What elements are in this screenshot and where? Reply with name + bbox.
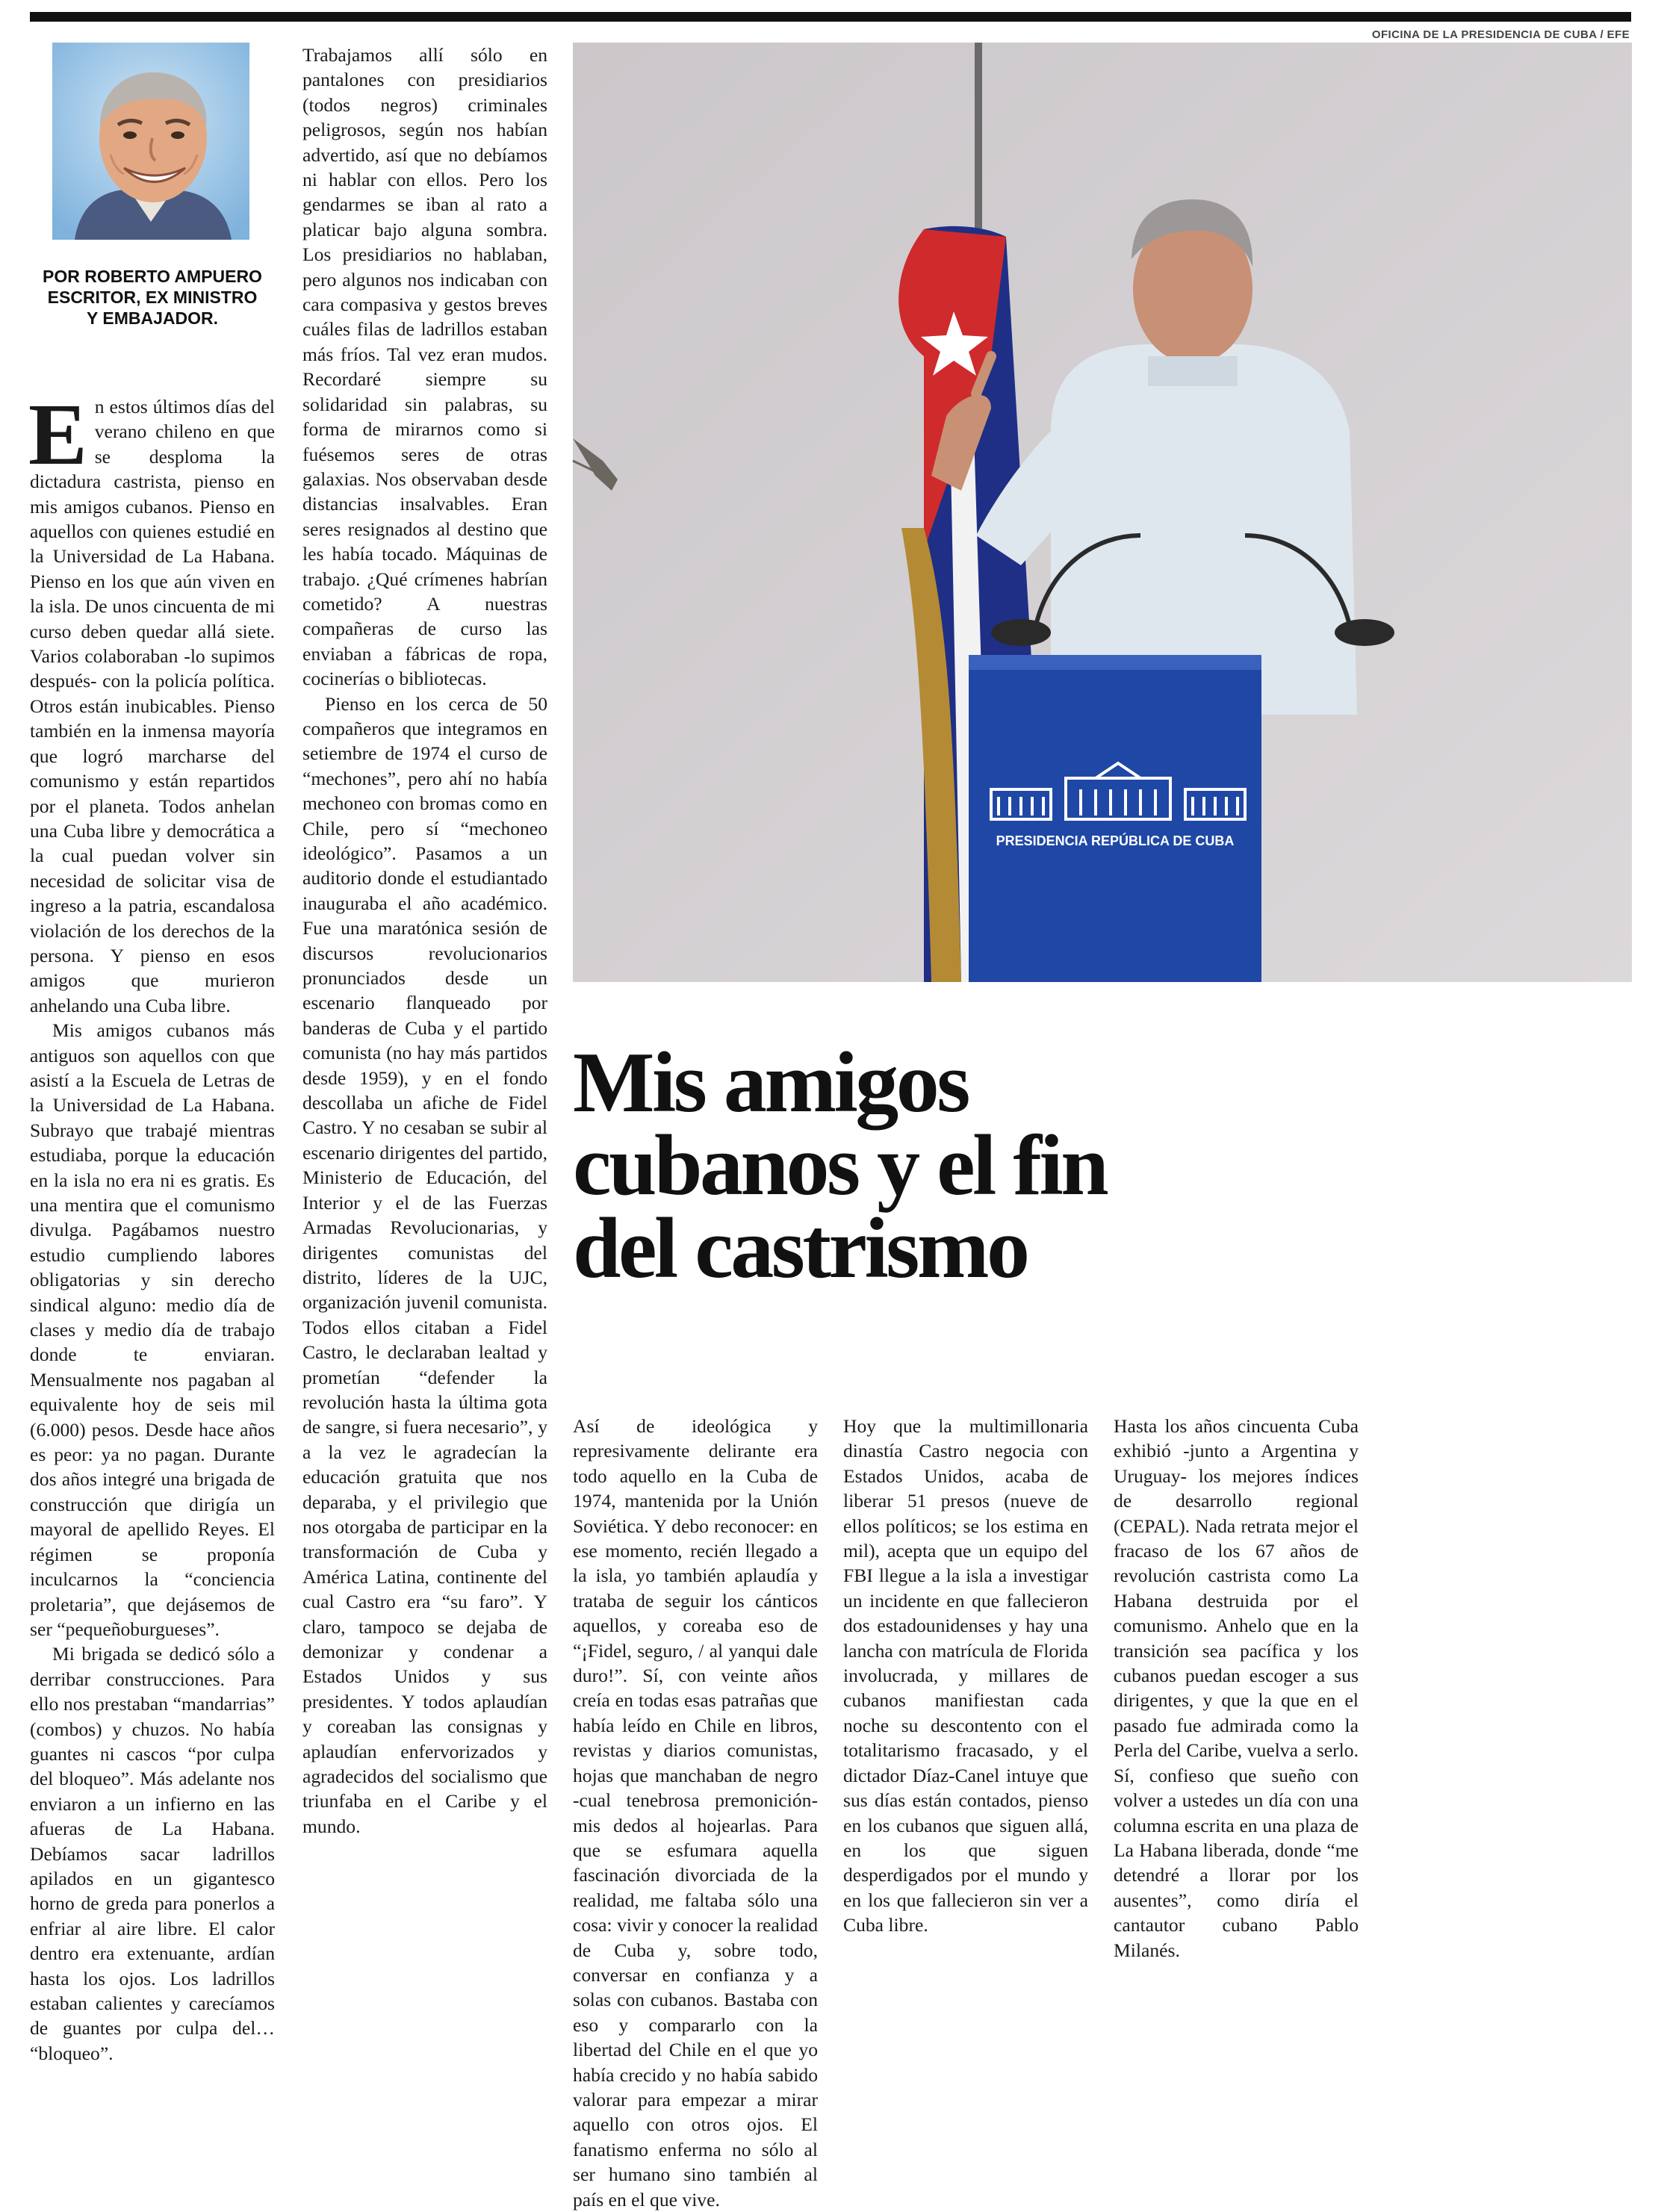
headline-line-1: Mis amigos <box>573 1035 968 1131</box>
article-column-2 <box>302 43 547 1880</box>
speech-photo-illustration <box>573 43 1632 982</box>
article-column-5 <box>1114 1414 1359 1961</box>
author-portrait-illustration <box>52 43 249 240</box>
photo-credit: OFICINA DE LA PRESIDENCIA DE CUBA / EFE <box>1371 28 1630 41</box>
byline-role-cont: Y EMBAJADOR. <box>87 308 218 328</box>
article-column-1 <box>28 385 275 2064</box>
main-photo <box>573 43 1632 982</box>
headline-line-3: del castrismo <box>573 1201 1028 1296</box>
byline-role: ESCRITOR, EX MINISTRO <box>47 288 258 307</box>
article-column-3 <box>573 1414 818 2211</box>
byline <box>30 266 275 329</box>
byline-author: POR ROBERTO AMPUERO <box>43 267 262 286</box>
headline-line-2: cubanos y el fin <box>573 1118 1107 1214</box>
paragraph-7: Hoy que la multimillonaria dinastía Castro negocia con Estados Unidos, acaba de liberar 51 presos (nueve de ellos políticos; se los estima en mil), acepta que un equipo del FBI llegue a la isla a investigar un incidente en que fallecieron dos estadounidenses y hay una lancha con matrícula de Florida involucrada, y millares de cubanos manifiestan cada noche su descontento con el totalitarismo fracasado, y el dictador Díaz-Canel intuye que sus días están contados, pienso en los cubanos que siguen allá, en los que siguen desperdigados por el mundo y en los que fallecieron sin ver a Cuba libre. <box>843 1415 1088 1936</box>
paragraph-5: Pienso en los cerca de 50 compañeros que integramos en setiembre de 1974 el curso de “mechones”, pero ahí no había mechoneo con bromas como en Chile, pero sí “mechoneo ideológico”. Pasamos a un auditorio donde el estudiantado inauguraba el año académico. Fue una maratónica sesión de discursos revolucionarios pronunciados desde un escenario flanqueado por banderas de Cuba y el partido comunista (no hay más partidos desde 1959), y en el fondo descollaba un afiche de Fidel Castro. Y no cesaban se subir al escenario dirigentes del partido, Ministerio de Educación, del Interior y el de las Fuerzas Armadas Revolucionarias, y dirigentes comunistas del distrito, líderes de la UJC, organización juvenil comunista. Todos ellos citaban a Fidel Castro, le declaraban lealtad y prometían “defender la revolución hasta la última gota de sangre, si fuera necesario”, y a la vez le agradecían la educación gratuita que nos deparaba, y el privilegio que nos otorgaba de participar en la transformación de Cuba y América Latina, continente del cual Castro era “su faro”. Y claro, tampoco se dejaba de demonizar y condenar a Estados Unidos y sus presidentes. Y todos aplaudían y coreaban las consignas y aplaudían enfervorizados y agradecidos del socialismo que triunfaba en el Caribe y el mundo. <box>302 692 547 1837</box>
paragraph-4: Trabajamos allí sólo en pantalones con presidiarios (todos negros) criminales peligrosos, según nos habían advertido, así que no debíamos ni hablar con ellos. Pero los gendarmes se iban al rato a platicar bajo alguna sombra. Los presidiarios no hablaban, pero algunos nos indicaban con cara compasiva y gestos breves cuáles filas de ladrillos estaban más fríos. Tal vez eran mudos. Recordaré siempre su solidaridad sin palabras, su forma de mirarnos como si fuésemos seres de otras galaxias. Nos observaban desde distancias insalvables. Eran seres resignados al destino que les había tocado. Máquinas de trabajo. ¿Qué crímenes habrían cometido? A nuestras compañeras de curso las enviaban a fábricas de ropa, cocinerías o bibliotecas. <box>302 44 547 690</box>
drop-cap: E <box>28 385 87 483</box>
article-column-4 <box>843 1414 1088 1936</box>
author-portrait <box>52 43 249 240</box>
podium-caption: PRESIDENCIA REPÚBLICA DE CUBA <box>996 833 1235 848</box>
top-rule <box>30 12 1631 22</box>
paragraph-3: Mi brigada se dedicó sólo a derribar construcciones. Para ello nos prestaban “mandarrias” (combos) y chuzos. No había guantes ni cascos “por culpa del bloqueo”. Más adelante nos enviaron a un infierno en las afueras de La Habana. Debíamos sacar ladrillos apilados en un gigantesco horno de greda para ponerlos a enfriar al aire libre. El calor dentro era extenuante, ardían hasta los ojos. Los ladrillos estaban calientes y carecíamos de guantes por culpa del… “bloqueo”. <box>30 1643 275 2064</box>
paragraph-2: Mis amigos cubanos más antiguos son aquellos con que asistí a la Escuela de Letras de la Universidad de La Habana. Subrayo que trabajé mientras estudiaba, porque la educación en la isla no era ni es gratis. Es una mentira que el comunismo divulga. Pagábamos nuestro estudio cumpliendo labores obligatorias y sin derecho sindical alguno: medio día de clases y medio día de trabajo donde te enviaran. Mensualmente nos pagaban al equivalente hoy de seis mil (6.000) pesos. Desde hace años es peor: ya no pagan. Durante dos años integré una brigada de construcción que dirigía un mayoral de apellido Reyes. El régimen se proponía inculcarnos la “conciencia proletaria”, que dejásemos de ser “pequeñoburgueses”. <box>30 1019 275 1640</box>
paragraph-8: Hasta los años cincuenta Cuba exhibió -junto a Argentina y Uruguay- los mejores índices de desarrollo regional (CEPAL). Nada retrata mejor el fracaso de los 67 años de revolución castrista como La Habana destruida por el comunismo. Anhelo que en la transición sea pacífica y los cubanos puedan escoger a sus dirigentes, y que la que en el pasado fue admirada como la Perla del Caribe, vuelva a serlo. Sí, confieso que sueño con volver a ustedes un día con una columna escrita en una plaza de La Habana liberada, donde “me detendré a llorar por los ausentes”, como diría el cantautor cubano Pablo Milanés. <box>1114 1415 1359 1961</box>
article-headline <box>573 1035 1376 1296</box>
paragraph-6: Así de ideológica y represivamente delirante era todo aquello en la Cuba de 1974, mantenida por la Unión Soviética. Y debo reconocer: en ese momento, recién llegado a la isla, yo también aplaudía y trataba de seguir los cánticos aquellos, y coreaba eso de “¡Fidel, seguro, / al yanqui dale duro!”. Sí, con veinte años creía en todas esas patrañas que había leído en Chile en libros, revistas y diarios comunistas, hojas que manchaban de negro -cual tenebrosa premonición- mis dedos al hojearlas. Para que se esfumara aquella fascinación divorciada de la realidad, me faltaba sólo una cosa: vivir y conocer la realidad de Cuba y, sobre todo, conversar en confianza y a solas con cubanos. Bastaba con eso y compararlo con la libertad del Chile en el que yo había crecido y no había sabido valorar para empezar a mirar aquello con otros ojos. El fanatismo enferma no sólo al ser humano sino también al país en el que vive. <box>573 1415 818 2211</box>
paragraph-1: n estos últimos días del verano chileno en que se desploma la dictadura castrista, pienso en mis amigos cubanos. Pienso en aquellos con quienes estudié en la Universidad de La Habana. Pienso en los que aún viven en la isla. De unos cincuenta de mi curso deben quedar allá siete. Varios colaboraban -lo supimos después- con la policía política. Otros están inubicables. Pienso también en la inmensa mayoría que logró marcharse del comunismo y están repartidos por el planeta. Todos anhelan una Cuba libre y democrática a la cual puedan volver sin necesidad de solicitar visa de ingreso a la patria, escandalosa violación de los derechos de la persona. Y pienso en esos amigos que murieron anhelando una Cuba libre. <box>30 396 275 1016</box>
podium <box>969 655 1261 982</box>
article-column-6 <box>1387 1043 1632 1880</box>
